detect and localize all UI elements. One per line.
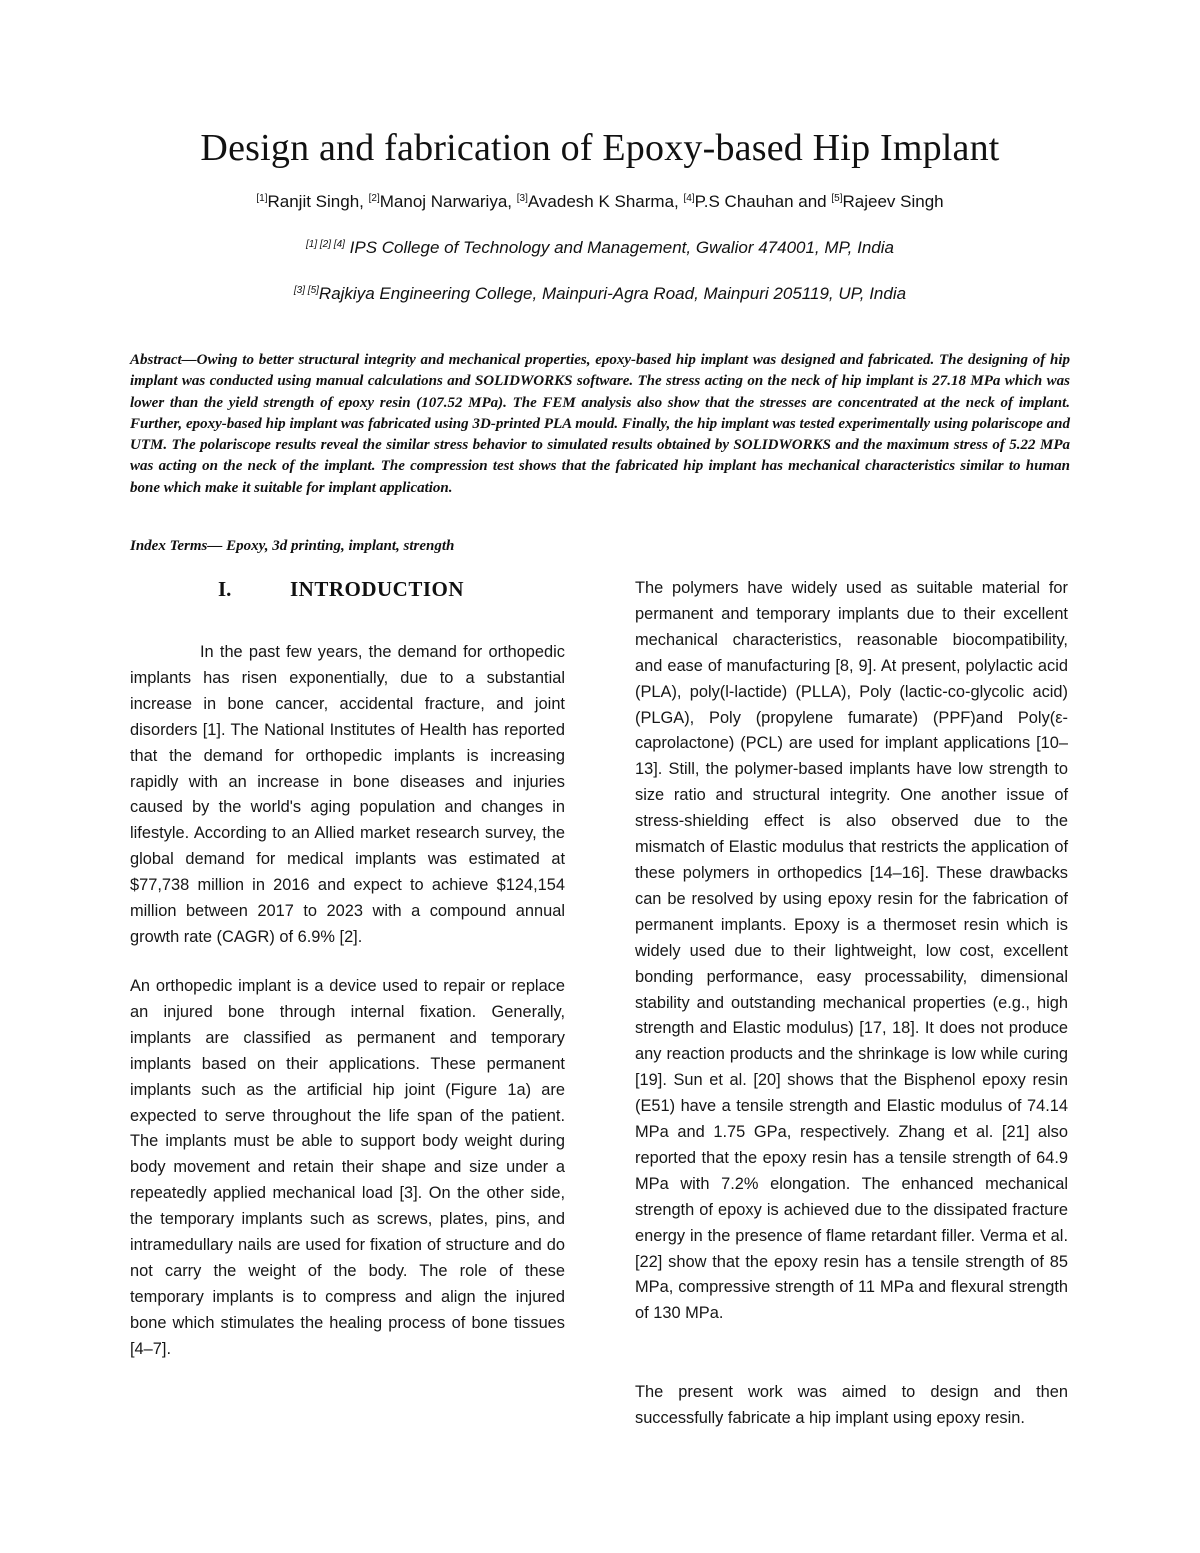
section-title: INTRODUCTION — [290, 577, 465, 601]
affiliation-text: Rajkiya Engineering College, Mainpuri-Agra Road, Mainpuri 205119, UP, India — [318, 284, 907, 303]
body-paragraph: In the past few years, the demand for orthopedic implants has risen exponentially, due to a substantial increase in bone cancer, accidental fracture, and joint disorders [1]. The National Institutes of Health has reported that the demand for orthopedic implants is increasing rapidly with an increase in bone diseases and injuries caused by the world's aging population and changes in lifestyle. According to an Allied market research survey, the global demand for medical implants was estimated at $77,738 million in 2016 and expect to achieve $124,154 million between 2017 to 2023 with a compound annual growth rate (CAGR) of 6.9% [2]. — [130, 643, 565, 946]
affiliation-marks: [3] [5] — [293, 285, 319, 296]
author-name: Ranjit Singh, — [267, 192, 369, 211]
author-name: Manoj Narwariya, — [379, 192, 517, 211]
author-name: P.S Chauhan and — [694, 192, 832, 211]
author-mark: [5] — [831, 193, 843, 204]
author-list — [0, 192, 1200, 212]
section-number: I. — [218, 577, 232, 601]
body-paragraph: The present work was aimed to design and then successfully fabricate a hip implant using epoxy resin. — [635, 1383, 1068, 1427]
affiliation — [0, 238, 1200, 258]
affiliation-text: IPS College of Technology and Management, Gwalior 474001, MP, India — [344, 238, 894, 257]
body-paragraph: An orthopedic implant is a device used to repair or replace an injured bone through internal fixation. Generally, implants are classified as permanent and temporary implants based on their applications. These permanent implants such as the artificial hip joint (Figure 1a) are expected to serve throughout the life span of the patient. The implants must be able to support body weight during body movement and retain their shape and size under a repeatedly applied mechanical load [3]. On the other side, the temporary implants such as screws, plates, pins, and intramedullary nails are used for fixation of structure and do not carry the weight of the body. The role of these temporary implants is to compress and align the injured bone which stimulates the healing process of bone tissues [4–7]. — [130, 977, 565, 1358]
affiliation-marks: [1] [2] [4] — [306, 239, 345, 250]
author-mark: [2] — [368, 193, 380, 204]
affiliation — [0, 284, 1200, 304]
author-name: Rajeev Singh — [842, 192, 944, 211]
author-mark: [4] — [683, 193, 695, 204]
body-paragraph: The polymers have widely used as suitable material for permanent and temporary implants due to their excellent mechanical characteristics, reasonable biocompatibility, and ease of manufacturing [8, 9]. At present, polylactic acid (PLA), poly(l-lactide) (PLLA), Poly (lactic-co-glycolic acid) (PLGA), Poly (propylene fumarate) (PPF)and Poly(ε-caprolactone) (PCL) are used for implant applications [10–13]. Still, the polymer-based implants have low strength to size ratio and structural integrity. One another issue of stress-shielding effect is also observed due to the mismatch of Elastic modulus that restricts the application of these polymers in orthopedics [14–16]. These drawbacks can be resolved by using epoxy resin for the fabrication of permanent implants. Epoxy is a thermoset resin which is widely used due to their lightweight, low cost, excellent bonding performance, easy processability, dimensional stability and outstanding mechanical properties (e.g., high strength and Elastic modulus) [17, 18]. It does not produce any reaction products and the shrinkage is low while curing [19]. Sun et al. [20] shows that the Bisphenol epoxy resin (E51) have a tensile strength and Elastic modulus of 74.14 MPa and 1.75 GPa, respectively. Zhang et al. [21] also reported that the epoxy resin has a tensile strength of 64.9 MPa with 7.2% elongation. The enhanced mechanical strength of epoxy is achieved due to the dissipated fracture energy in the presence of flame retardant filler. Verma et al. [22] show that the epoxy resin has a tensile strength of 85 MPa, compressive strength of 11 MPa and flexural strength of 130 MPa. — [635, 579, 1068, 1323]
author-mark: [1] — [256, 193, 268, 204]
index-terms: Index Terms— Epoxy, 3d printing, implant, strength — [130, 538, 455, 554]
author-mark: [3] — [516, 193, 528, 204]
paper-title: Design and fabrication of Epoxy-based Hip Implant — [200, 127, 1000, 169]
author-name: Avadesh K Sharma, — [527, 192, 684, 211]
abstract: Abstract—Owing to better structural integrity and mechanical properties, epoxy-based hip implant was designed and fabricated. The designing of hip implant was conducted using manual calculations and SOLIDWORKS software. The stress acting on the neck of hip implant is 27.18 MPa which was lower than the yield strength of epoxy resin (107.52 MPa). The FEM analysis also show that the stresses are concentrated at the neck of implant. Further, epoxy-based hip implant was fabricated using 3D-printed PLA mould. Finally, the hip implant was tested experimentally using polariscope and UTM. The polariscope results reveal the similar stress behavior to simulated results obtained by SOLIDWORKS and the maximum stress of 5.22 MPa was acting on the neck of the implant. The compression test shows that the fabricated hip implant has mechanical characteristics similar to human bone which make it suitable for implant application. — [130, 352, 1070, 496]
